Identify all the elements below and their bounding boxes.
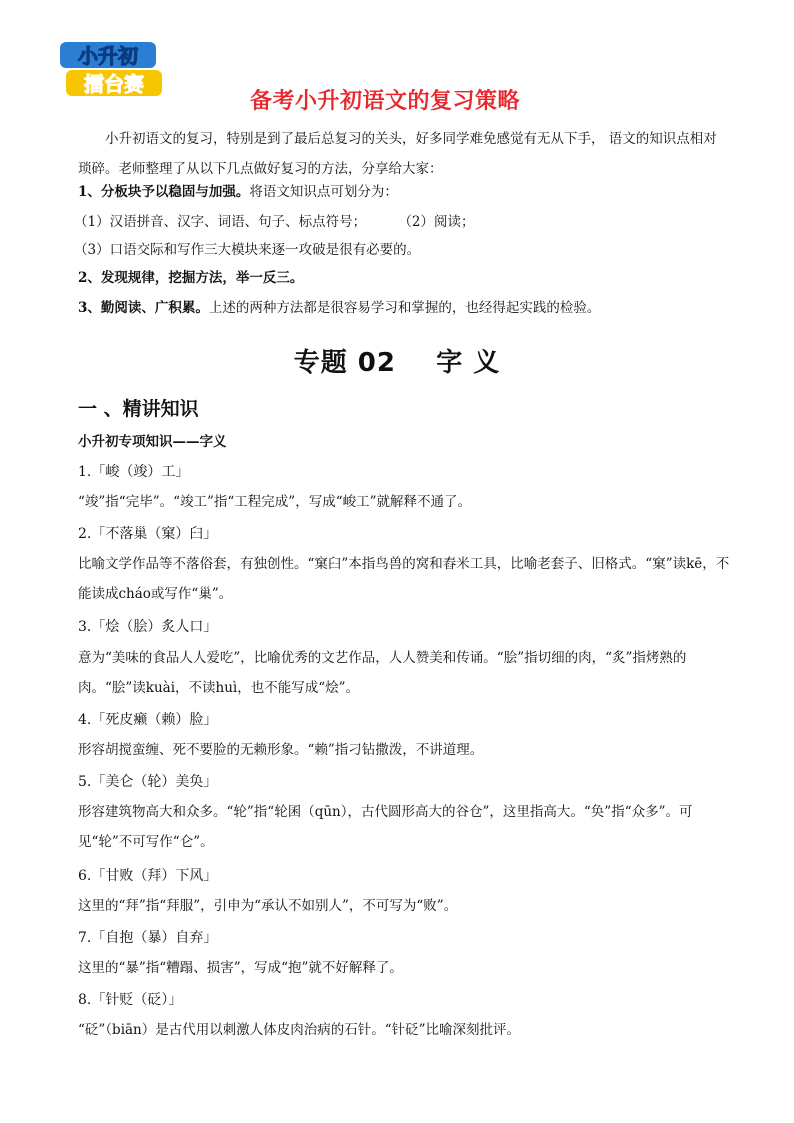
item-1-explanation: “竣”指“完毕”。“竣工”指“工程完成”，写成“峻工”就解释不通了。 — [78, 494, 472, 510]
item-2-label: 2.「不落巢（窠）臼」 — [78, 526, 218, 542]
topic-title: 专题 02 字 义 — [293, 348, 501, 378]
list-item-b: （2）阅读； — [398, 214, 475, 230]
strategy-3-text: 上述的两种方法都是很容易学习和掌握的，也经得起实践的检验。 — [208, 300, 601, 316]
item-3-explanation: 意为“美味的食品人人爱吃”，比喻优秀的文艺作品，人人赞美和传诵。“脍”指切细的肉，“炙”指烤熟的肉。“脍”读kuài，不读huì，也不能写成“烩”。 — [78, 650, 687, 696]
item-6-explanation: 这里的“拜”指“拜服”，引申为“承认不如别人”，不可写为“败”。 — [78, 898, 458, 914]
strategy-3-heading: 3、勤阅读、广积累。 — [78, 300, 209, 316]
intro-paragraph: 小升初语文的复习，特别是到了最后总复习的关头，好多同学难免感觉有无从下手， 语文的知识点相对琐碎。老师整理了从以下几点做好复习的方法，分享给大家： — [78, 131, 717, 177]
strategy-1 — [78, 182, 728, 202]
strategy-1-list-c: （3）口语交际和写作三大模块来逐一攻破是很有必要的。 — [74, 242, 421, 258]
list-item-a: （1）汉语拼音、汉字、词语、句子、标点符号； — [74, 214, 367, 230]
item-2-explanation: 比喻文学作品等不落俗套，有独创性。“窠臼”本指鸟兽的窝和舂米工具，比喻老套子、旧格式。“窠”读kē，不能读成cháo或写作“巢”。 — [78, 556, 730, 602]
item-3-label: 3.「烩（脍）炙人口」 — [78, 619, 218, 635]
item-1-label: 1.「峻（竣）工」 — [78, 464, 190, 480]
item-8-label: 8.「针贬（砭）」 — [78, 992, 183, 1008]
competition-logo — [56, 40, 164, 100]
item-8-explanation: “砭”（biān）是古代用以刺激人体皮肉治病的石针。“针砭”比喻深刻批评。 — [78, 1022, 521, 1038]
strategy-1-list-a — [74, 212, 724, 232]
section-heading: 一 、精讲知识 — [78, 398, 199, 420]
item-7-explanation: 这里的“暴”指“糟蹋、损害”，写成“抱”就不好解释了。 — [78, 960, 403, 976]
item-7-label: 7.「自抱（暴）自弃」 — [78, 930, 218, 946]
item-5-label: 5.「美仑（轮）美奂」 — [78, 774, 218, 790]
strategy-1-heading: 1、分板块予以稳固与加强。 — [78, 184, 250, 200]
strategy-2: 2、发现规律，挖掘方法，举一反三。 — [78, 270, 304, 286]
subsection-heading: 小升初专项知识——字义 — [78, 434, 227, 450]
logo-text-2: 擂台赛 — [84, 72, 144, 96]
item-4-explanation: 形容胡搅蛮缠、死不要脸的无赖形象。“赖”指刁钻撒泼，不讲道理。 — [78, 742, 484, 758]
item-6-label: 6.「甘败（拜）下风」 — [78, 868, 218, 884]
strategy-1-text: 将语文知识点可划分为： — [249, 184, 398, 200]
item-4-label: 4.「死皮癞（赖）脸」 — [78, 712, 218, 728]
logo-text-1: 小升初 — [78, 44, 138, 68]
document-title: 备考小升初语文的复习策略 — [250, 89, 521, 114]
strategy-3 — [78, 298, 728, 318]
item-5-explanation: 形容建筑物高大和众多。“轮”指“轮囷（qūn），古代圆形高大的谷仓”，这里指高大。“奂”指“众多”。可见“轮”不可写作“仑”。 — [78, 804, 693, 850]
